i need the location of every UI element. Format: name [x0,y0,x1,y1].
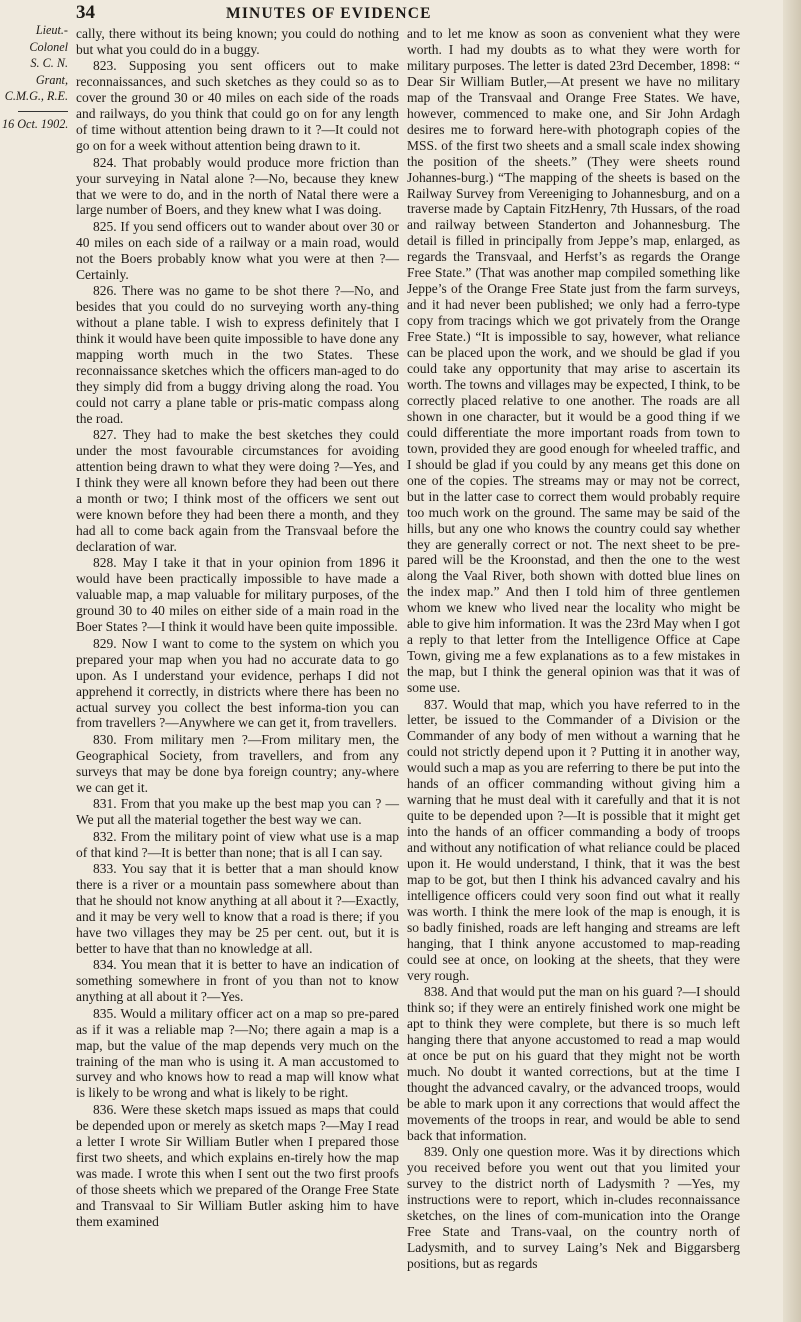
paragraph-838: 838. And that would put the man on his guard ?—I should think so; if they were an entirely finished work one might be apt to think they were complete, but there is so much left hanging there that anyone accustomed to read a map would at once be put on his guard that they might not be worth much. No doubt it wanted corrections, but at the time I thought the advanced cavalry, or the advanced troops, would be able to mark upon it any corrections that would affect the movements of the troops in rear, and would be able to send back that information. [407,984,740,1143]
paragraph-836: 836. Were these sketch maps issued as maps that could be depended upon or merely as sketch maps ?—May I read a letter I wrote Sir William Butler when I prepared those first two sheets, and which explains en-tirely how the map was made. I wrote this when I sent out the two first proofs of those sheets which we prepared of the Orange Free State and Transvaal to Sir William Butler asking him to have them examined [76,1101,399,1229]
paragraph-836-continued: and to let me know as soon as convenient what they were worth. I had my doubts as to what they were worth for military purposes. The letter is dated 23rd December, 1898: “ Dear Sir William Butler,—At present we have no military map of the Transvaal and Orange Free States. We have, however, commenced to make one, and Sir John Ardagh desires me to forward here-with photograph copies of the MSS. of the first two sheets and a small scale index showing the position of the sheets.” (They were sheets round Johannes-burg.) “The mapping of the sheets is based on the Railway Survey from Vereeniging to Johannesburg, and on a traverse made by Captain FitzHenry, 7th Hussars, of the road and railway between Standerton and Johannesburg. The detail is filled in principally from Jeppe’s map, enlarged, as regards the Transvaal, and Herfst’s as regards the Orange Free State.” (That was another map compiled something like Jeppe’s of the Orange Free State just from the farm surveys, and it had never been published; we only had a ferro-type copy from tracings which we got privately from the Orange Free State.) “It is impossible to say, however, what reliance can be placed upon the work, and we should be glad if you could take any opportunity that may arise to ascertain its worth. The towns and villages may be expected, I think, to be correctly placed relative to one another. The roads are all shown in one character, but it would be a good thing if we could differentiate the more important roads from town to town, provided they are good enough for wheeled traffic, and I should be glad if you could by any means get this done on one of the copies. The streams may or may not be correct, but in the latter case to correct them would probably require too much work on the ground. The same may be said of the hills, but any one who knows the country could say whether they are generally correct or not. The next sheet to be pre-pared will be the Kroonstad, and then the one to the west along the Vaal River, both shown with dotted blue lines on the index map.” And then I told him of three gentlemen whom we knew who lived near the locality who might be able to give him information. It was the 23rd May when I got a reply to that letter from the Intelligence Office at Cape Town, giving me a few explanations as to a few mistakes in the map, but I think the general opinion was that it was of some use. [407,26,740,696]
paragraph-833: 833. You say that it is better that a man should know there is a river or a mountain pass somewhere about than that he should not know anything at all about it ?—Exactly, and it may be very well to know that a road is there; if you have two villages they may be 25 per cent. out, but it is better to have that than no knowledge at all. [76,861,399,956]
paragraph: cally, there without its being known; you could do nothing but what you could do in a buggy. [76,26,399,57]
page-number: 34 [76,2,95,23]
paragraph-825: 825. If you send officers out to wander about over 30 or 40 miles on each side of a railway or a main road, would not the Boers probably know what you were at then ?—Certainly. [76,218,399,282]
witness-surname: Grant, [35,72,68,87]
paragraph-832: 832. From the military point of view what use is a map of that kind ?—It is better than none; that is all I can say. [76,828,399,860]
paragraph-839: 839. Only one question more. Was it by directions which you received before you went out that you limited your survey to the district north of Ladysmith ? —Yes, my instructions were to report, which in-cludes reconnaissance sketches, on the lines of com-munication into the Orange Free State and Trans-vaal, on the country north of Ladysmith, and to survey Laing’s Nek and Biggarsberg positions, but as regards [407,1144,740,1271]
paragraph-830: 830. From military men ?—From military men, the Geographical Society, from travellers, and from any surveys that may be done bya foreign country; any-where we can get it. [76,731,399,795]
paragraph-827: 827. They had to make the best sketches they could under the most favourable circumstances for avoiding attention being drawn to what they were doing ?—Yes, and I think they were all known before they had been out there a month or two; I think most of the officers we sent out were known before they had been there a month, and they had all to come back again from the Transvaal before the declaration of war. [76,427,399,554]
witness-rank-2: Colonel [29,39,68,54]
paragraph-831: 831. From that you make up the best map you can ? —We put all the material together the best way we can. [76,796,399,828]
paragraph-826: 826. There was no game to be shot there ?—No, and besides that you could do no surveying worth any-thing without a plane table. I wish to express definitely that I think it would have been quite impossible to have done any mapping worth much in the two States. These reconnaissance sketches which the officers man-aged to do they simply did from a buggy driving along the road. You could not carry a plane table or pris-matic compass along the road. [76,283,399,426]
witness-honours: C.M.G., R.E. [4,89,68,104]
page-title: MINUTES OF EVIDENCE [226,5,432,22]
paragraph-837: 837. Would that map, which you have referred to in the letter, be issued to the Commander of a Division or the Commander of any body of men without a warning that he could not strictly depend upon it ? Putting it in another way, would such a map as you are referring to there be put into the hands of an officer commanding without giving him a warning that he must deal with it carefully and that it is not quite to be depended upon ?—It is possible that it might get into the hands of an officer commanding a body of troops and without any notification of what reliance could be placed upon it. He would understand, I think, that it was the best map to be got, but then I think his advanced cavalry and his intelligence officers could very soon find out what it really was worth. I think the mere look of the map is enough, it is so badly finished, roads are left hanging and streams are left hanging, that I think anyone accustomed to map-reading could see at once, on looking at the sheets, that they were very rough. [407,696,740,983]
paragraph-823: 823. Supposing you sent officers out to make reconnaissances, and such sketches as they could so as to cover the ground 30 or 40 miles on each side of the roads and railways, do you think that could go on for any length of time without attention being drawn to it ?—It could not go on for a week without attention being drawn to it. [76,58,399,154]
paragraph-828: 828. May I take it that in your opinion from 1896 it would have been practically impossible to have made a valuable map, a map valuable for military purposes, of the ground 30 to 40 miles on either side of a main road in the Boer States ?—I think it would have been quite impossible. [76,555,399,635]
page-edge-shadow [783,0,801,1322]
paragraph-834: 834. You mean that it is better to have an indication of something somewhere in front of you than not to know anything at all about it ?—Yes. [76,957,399,1005]
margin-divider [18,111,68,112]
paragraph-824: 824. That probably would produce more friction than your surveying in Natal alone ?—No, because they knew that we were to do, and in the north of Natal there were a large number of Boers, and they knew what I was doing. [76,154,399,218]
paragraph-829: 829. Now I want to come to the system on which you prepared your map when you had no accurate data to go upon. As I understand your evidence, perhaps I did not apprehend it correctly, in districts where there has been no actual survey you collect the best informa-tion you can from travellers ?—Anywhere we can get it, from travellers. [76,635,399,731]
left-column [76,26,399,1229]
witness-margin-note [2,22,68,133]
witness-rank: Lieut.- [35,23,68,37]
paragraph-835: 835. Would a military officer act on a map so pre-pared as if it was a reliable map ?—No; there again a map is a map, but the value of the map depends very much on the training of the man who is using it. A man accustomed to survey and who knows how to read a map will know what is likely to be wrong and what is likely to be right. [76,1005,399,1101]
right-column [407,26,740,1272]
witness-initials: S. C. N. [30,56,68,71]
evidence-date: 16 Oct. 1902. [2,116,69,131]
